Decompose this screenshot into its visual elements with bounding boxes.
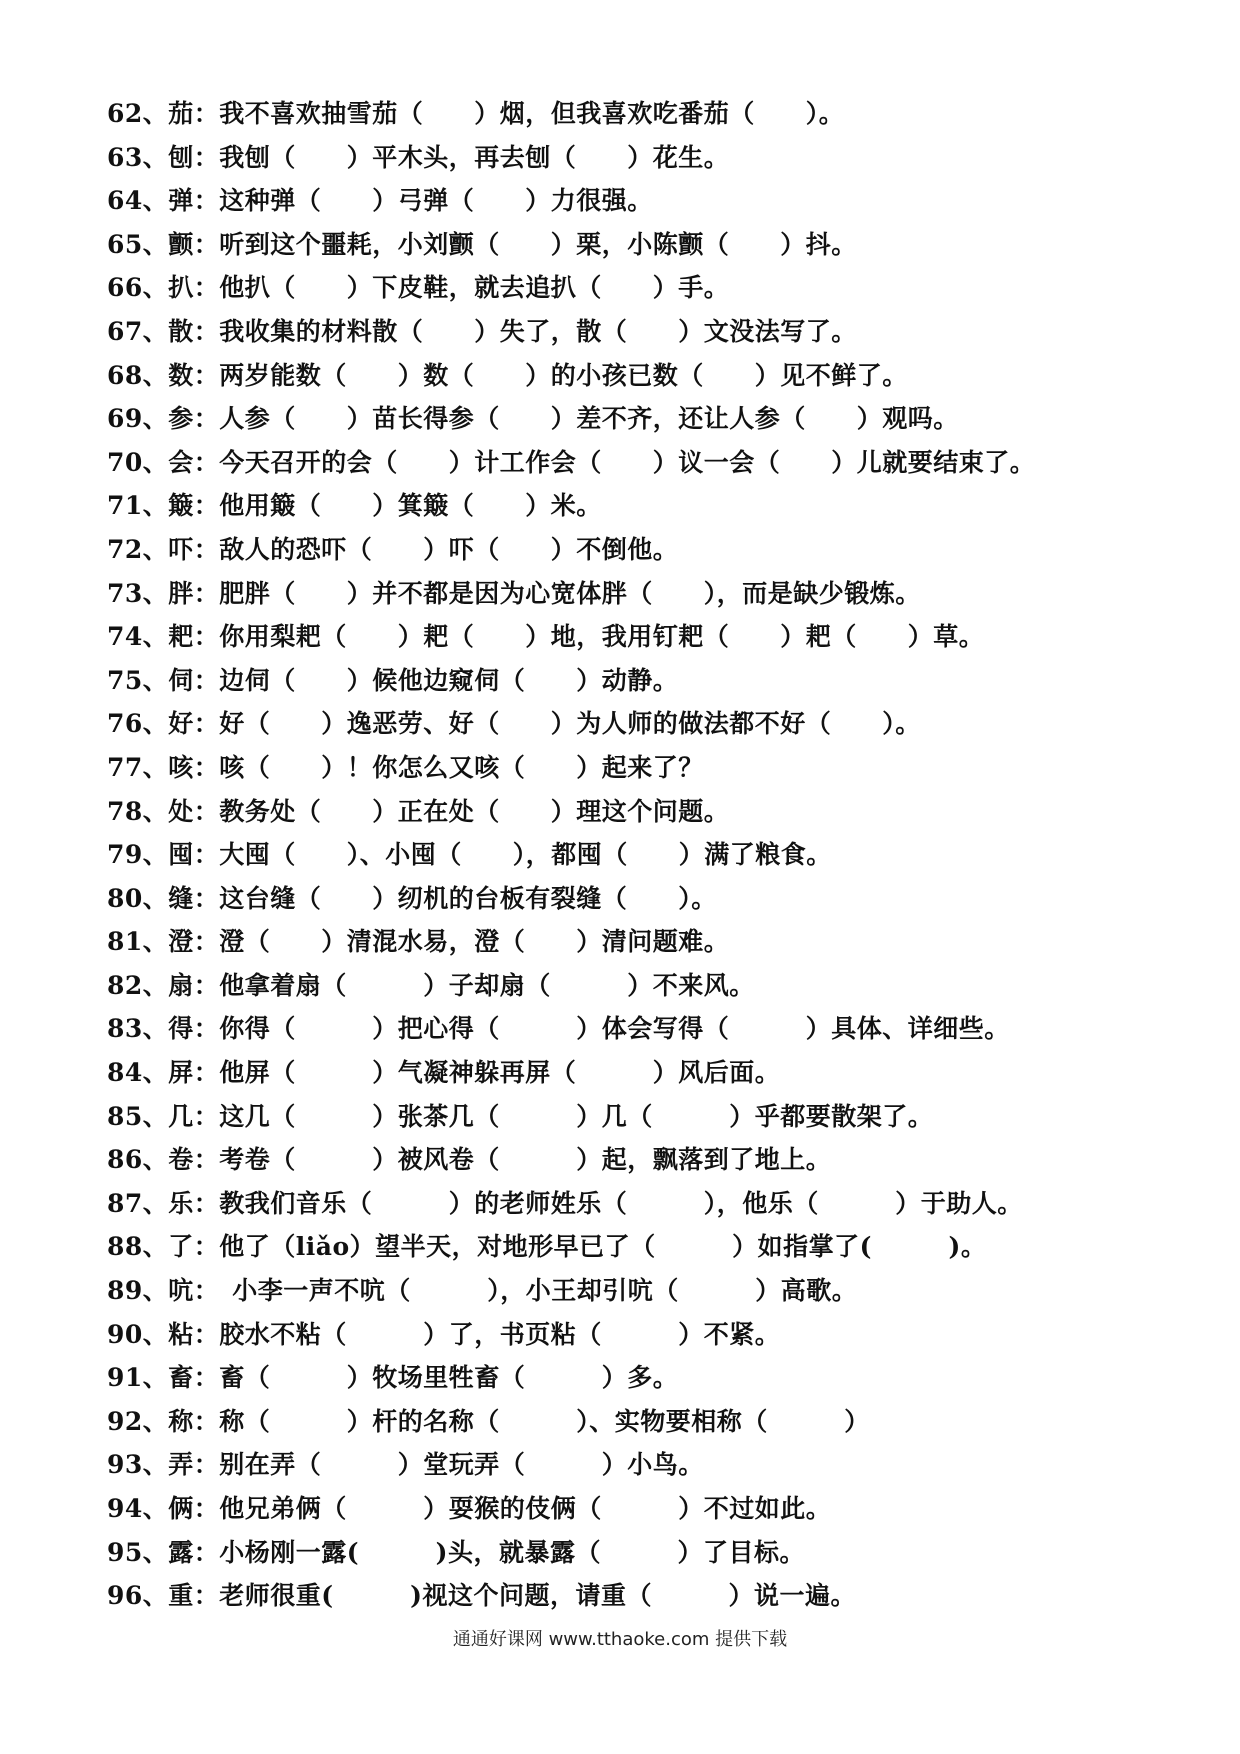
- page-footer: 通通好课网 www.tthaoke.com 提供下载: [452, 1629, 788, 1650]
- exercise-item: 65、颤：听到这个噩耗，小刘颤（ ）栗，小陈颤（ ）抖。: [107, 229, 857, 259]
- exercise-item: 81、澄：澄（ ）清混水易，澄（ ）清问题难。: [107, 927, 730, 957]
- exercise-item: 66、扒：他扒（ ）下皮鞋，就去追扒（ ）手。: [107, 273, 730, 303]
- exercise-item: 69、参：人参（ ）苗长得参（ ）差不齐，还让人参（ ）观吗。: [107, 404, 959, 434]
- exercise-item: 75、伺：边伺（ ）候他边窥伺（ ）动静。: [107, 665, 679, 695]
- exercise-item: 90、粘：胶水不粘（ ）了，书页粘（ ）不紧。: [107, 1319, 781, 1349]
- exercise-item: 68、数：两岁能数（ ）数（ ）的小孩已数（ ）见不鲜了。: [107, 360, 908, 390]
- exercise-item: 83、得：你得（ ）把心得（ ）体会写得（ ）具体、详细些。: [107, 1014, 1010, 1044]
- exercise-item: 87、乐：教我们音乐（ ）的老师姓乐（ ），他乐（ ）于助人。: [107, 1188, 1023, 1218]
- exercise-item: 76、好：好（ ）逸恶劳、好（ ）为人师的做法都不好（ ）。: [107, 709, 921, 739]
- exercise-item: 92、称：称（ ）杆的名称（ ）、实物要相称（ ）: [107, 1406, 870, 1436]
- exercise-item: 89、吭： 小李一声不吭（ ），小王却引吭（ ）高歌。: [107, 1276, 858, 1306]
- exercise-item: 95、露：小杨刚一露( )头，就暴露（ ）了目标。: [107, 1537, 805, 1567]
- exercise-item: 79、囤：大囤（ ）、小囤（ ），都囤（ ）满了粮食。: [107, 840, 832, 870]
- exercise-item: 94、俩：他兄弟俩（ ）耍猴的伎俩（ ）不过如此。: [107, 1494, 832, 1523]
- exercise-item: 72、吓：敌人的恐吓（ ）吓（ ）不倒他。: [107, 534, 679, 564]
- exercise-item: 62、茄：我不喜欢抽雪茄（ ）烟，但我喜欢吃番茄（ ）。: [107, 99, 845, 128]
- exercise-item: 80、缝：这台缝（ ）纫机的台板有裂缝（ ）。: [107, 883, 717, 913]
- exercise-item: 64、弹：这种弹（ ）弓弹（ ）力很强。: [107, 186, 653, 216]
- exercise-item: 88、了：他了（liǎo）望半天，对地形早已了（ ）如指掌了( )。: [107, 1232, 987, 1262]
- exercise-item: 84、屏：他屏（ ）气凝神躲再屏（ ）风后面。: [107, 1058, 781, 1088]
- exercise-item: 77、咳：咳（ ）！你怎么又咳（ ）起来了？: [107, 752, 704, 782]
- exercise-item: 93、弄：别在弄（ ）堂玩弄（ ）小鸟。: [107, 1450, 704, 1480]
- exercise-item: 85、几：这几（ ）张茶几（ ）几（ ）乎都要散架了。: [107, 1101, 934, 1131]
- exercise-item: 96、重：老师很重( )视这个问题，请重（ ）说一遍。: [107, 1581, 856, 1611]
- exercise-item: 86、卷：考卷（ ）被风卷（ ）起，飘落到了地上。: [107, 1145, 832, 1175]
- exercise-item: 78、处：教务处（ ）正在处（ ）理这个问题。: [107, 796, 730, 826]
- exercise-item: 71、簸：他用簸（ ）箕簸（ ）米。: [107, 491, 602, 521]
- exercise-list: [107, 92, 1207, 1618]
- exercise-item: 73、胖：肥胖（ ）并不都是因为心宽体胖（ ），而是缺少锻炼。: [107, 578, 921, 608]
- exercise-item: 82、扇：他拿着扇（ ）子却扇（ ）不来风。: [107, 970, 755, 1000]
- exercise-item: 67、散：我收集的材料散（ ）失了，散（ ）文没法写了。: [107, 316, 857, 346]
- exercise-item: 70、会：今天召开的会（ ）计工作会（ ）议一会（ ）儿就要结束了。: [107, 447, 1036, 477]
- exercise-item: 91、畜：畜（ ）牧场里牲畜（ ）多。: [107, 1363, 679, 1393]
- exercise-item: 74、耙：你用梨耙（ ）耙（ ）地，我用钉耙（ ）耙（ ）草。: [107, 622, 985, 652]
- exercise-item: 63、刨：我刨（ ）平木头，再去刨（ ）花生。: [107, 142, 730, 172]
